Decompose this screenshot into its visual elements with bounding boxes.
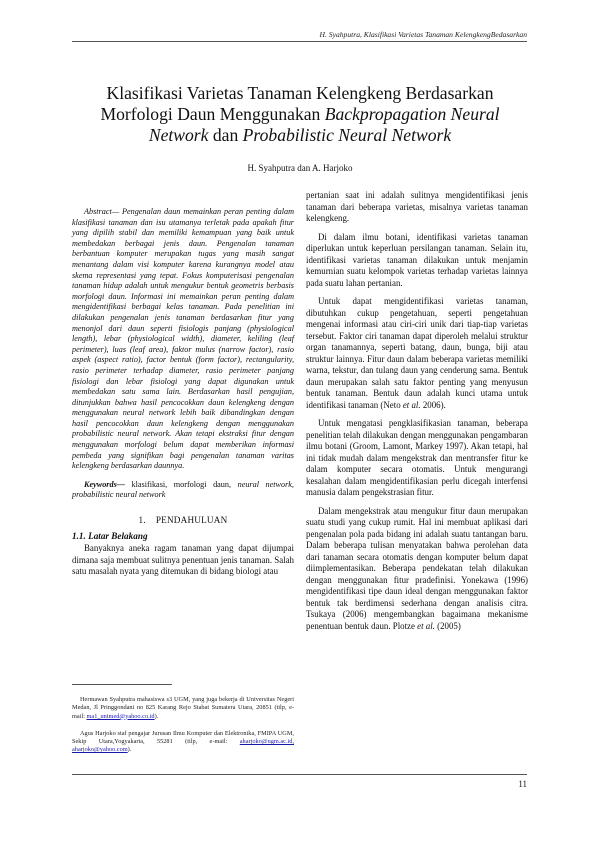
title-line2-italic: Backpropagation Neural [324, 104, 500, 124]
footer-rule [72, 774, 527, 775]
paper-title [72, 83, 528, 146]
keywords-italic: neural network, probabilistic neural network [72, 479, 294, 500]
abstract-text: — Pengenalan daun memainkan peran penting dalam klasifikasi tanaman dan isu utamanya terletak pada apakah fitur yang dipilih stabil dan memiliki kemampuan yang baik untuk membedakan berbagai jenis daun. Pengenalan tanaman berbantuan komputer merupakan tugas yang masih sangat menantang dalam visi komputer karena kurangnya model atau skema representasi yang tepat. Fokus komputerisasi pengenalan tanaman hidup adalah untuk mengukur bentuk geometris berbasis morfologi daun. Informasi ini memainkan peran penting dalam mengidentifikasi berbagai kelas tanaman. Pada penelitian ini dilakukan pengenalan jenis tanaman berdasarkan fitur yang menonjol dari daun seperti fisiologis panjang (physiological length), lebar (physiological width), diameter, keliling (leaf perimeter), luas (leaf area), faktor mulus (narrow factor), rasio aspek (aspect ratio), factor bentuk (form factor), rectangularity, rasio perimeter terhadap diameter, rasio perimeter panjang fisiologi dan lebar fisiologi yang dapat digunakan untuk membedakan satu sama lain. Berdasarkan hasil pengujian, ditunjukkan bahwa hasil pencocokkan daun kelengkeng dengan menggunakan neural network lebih baik dibandingkan dengan hasil pencocokkan daun kelengkeng dengan menggunakan probabilistic neural network. Akan tetapi ekstraksi fitur dengan menggunakan morfologi belum dapat memberikan informasi pembeda yang signifikan bagi pengenalan tanaman varitas kelengkeng berdasarkan daunnya. [72, 207, 294, 471]
paragraph-text: (2005) [434, 620, 461, 631]
left-column [72, 207, 294, 578]
footnote-author1 [72, 696, 294, 721]
footnote-rule [72, 684, 172, 685]
right-column [306, 190, 528, 632]
body-paragraph: Untuk mengatasi pengklasifikasian tanaman, beberapa penelitian telah dilakukan dengan menggunakan pengambaran ilmu botani (Groom, Lamont, Markey 1997). Akan tetapi, hal ini tidak mudah dalam mengekstrak dan mentransfer fitur ke dalam komputer secara otomatis. Untuk mengurangi kesalahan dalam mengidentifikasian perlu dicegah interfensi manusia dalam pengekstrasian fitur. [306, 418, 528, 497]
email-link-author1[interactable]: ma1_unimed@yahoo.co.id [86, 712, 155, 720]
abstract-label: Abstract [84, 207, 112, 216]
subsection-heading: 1.1. Latar Belakang [72, 530, 148, 541]
abstract [72, 207, 294, 472]
footnote-author1-end: ). [154, 712, 159, 720]
body-paragraph [306, 296, 528, 411]
authors: H. Syahputra dan A. Harjoko [247, 163, 353, 173]
keywords-label: Keywords— [84, 479, 125, 489]
footnotes [72, 696, 294, 764]
title-line3-italic-b: Probabilistic Neural Network [242, 125, 452, 145]
email-link-author2[interactable]: aharjoko@ugm.ac.id, aharjoko@yahoo.com [72, 738, 294, 754]
title-line3-italic-a: Network [148, 125, 209, 145]
paragraph-text: Dalam mengekstrak atau mengukur fitur daun merupakan suatu studi yang cukup rumit. Hal ini membuat aplikasi dari pengenalan pola pada bidang ini adalah suatu tantangan baru. Dalam beberapa tulisan menyatakan bahwa perolehan data dari tanaman secara otomatis dengan komputer belum dapat diimplementasikan. Beberapa pendekatan telah dilakukan dengan menggunakan fitur pradefinisi. Yonekawa (1996) mengidentifikasi tipe daun ideal dengan menggunakan faktor bentuk tak berdimensi sederhana dengan analisis citra. Tsukaya (2006) mengembangkan bagaimana mekanisme penentuan bentuk daun. Plotze [306, 505, 528, 631]
paragraph-text: Untuk dapat mengidentifikasi varietas tanaman, dibutuhkan cukup pengetahuan, seperti pengetahuan mengenai informasi atau ciri-ciri unik dari tiap-tiap varietas tersebut. Faktor ciri tanaman dapat diperoleh melalui struktur organ tanamannya, seperti batang, daun, bunga, biji atau struktur lainnya. Fitur daun dalam beberapa varietas memiliki warna, tekstur, dan tulang daun yang cenderung sama. Bentuk daun merupakan salah satu faktor penting yang menyusun bentuk tanaman. Bentuk daun adalah kunci utama untuk identifikasi tanaman (Neto [306, 296, 528, 410]
body-paragraph: Banyaknya aneka ragam tanaman yang dapat dijumpai dimana saja membuat sulitnya penentuan jenis tanaman. Salah satu masalah nyata yang ditemukan di bidang biologi atau [72, 543, 294, 577]
citation-et-al: et al. [417, 620, 435, 631]
body-paragraph: Di dalam ilmu botani, identifikasi varietas tanaman diperlukan untuk keperluan persilangan tanaman. Selain itu, identifikasi varietas tanaman dilakukan untuk menjamin kemurnian suatu kelompok varietas terhadap varietas lainnya pada suatu lahan pertanian. [306, 231, 528, 288]
keywords [72, 480, 294, 501]
page-number: 11 [518, 779, 527, 789]
section-heading [72, 515, 294, 527]
title-line1: Klasifikasi Varietas Tanaman Kelengkeng Berdasarkan [106, 83, 494, 103]
footnote-author2 [72, 730, 294, 755]
section-number: 1. [138, 515, 146, 526]
paragraph-text: 2006). [420, 399, 446, 410]
title-line3-plain: dan [208, 125, 243, 145]
running-header: H. Syahputra, Klasifikasi Varietas Tanaman KelengkengBedasarkan [319, 30, 527, 39]
keywords-plain: klasifikasi, morfologi daun, [124, 479, 238, 489]
header-rule [72, 41, 527, 42]
title-line2-plain: Morfologi Daun Menggunakan [100, 104, 325, 124]
footnote-author2-end: ). [127, 746, 132, 754]
footnote-author2-text: Agus Harjoko staf pengajar Jurusan Ilmu Komputer dan Elektronika, FMIPA UGM, Sekip Utara,Yogyakarta, 55281 (tilp, e-mail: [72, 729, 294, 746]
body-paragraph: pertanian saat ini adalah sulitnya mengidentifikasi jenis tanaman dari beberapa varietas, misalnya varietas tanaman kelengkeng. [306, 190, 528, 223]
section-title: PENDAHULUAN [155, 515, 228, 526]
body-paragraph [306, 506, 528, 633]
footnote-author1-text: Hermawan Syahputra mahasiswa s3 UGM, yang juga bekerja di Universitas Negeri Medan, Jl Pringgondani no 825 Karang Rejo Stabat Sumatera Utara, 20851 (tilp, e-mail: [72, 696, 294, 720]
citation-et-al: et al. [402, 399, 421, 410]
